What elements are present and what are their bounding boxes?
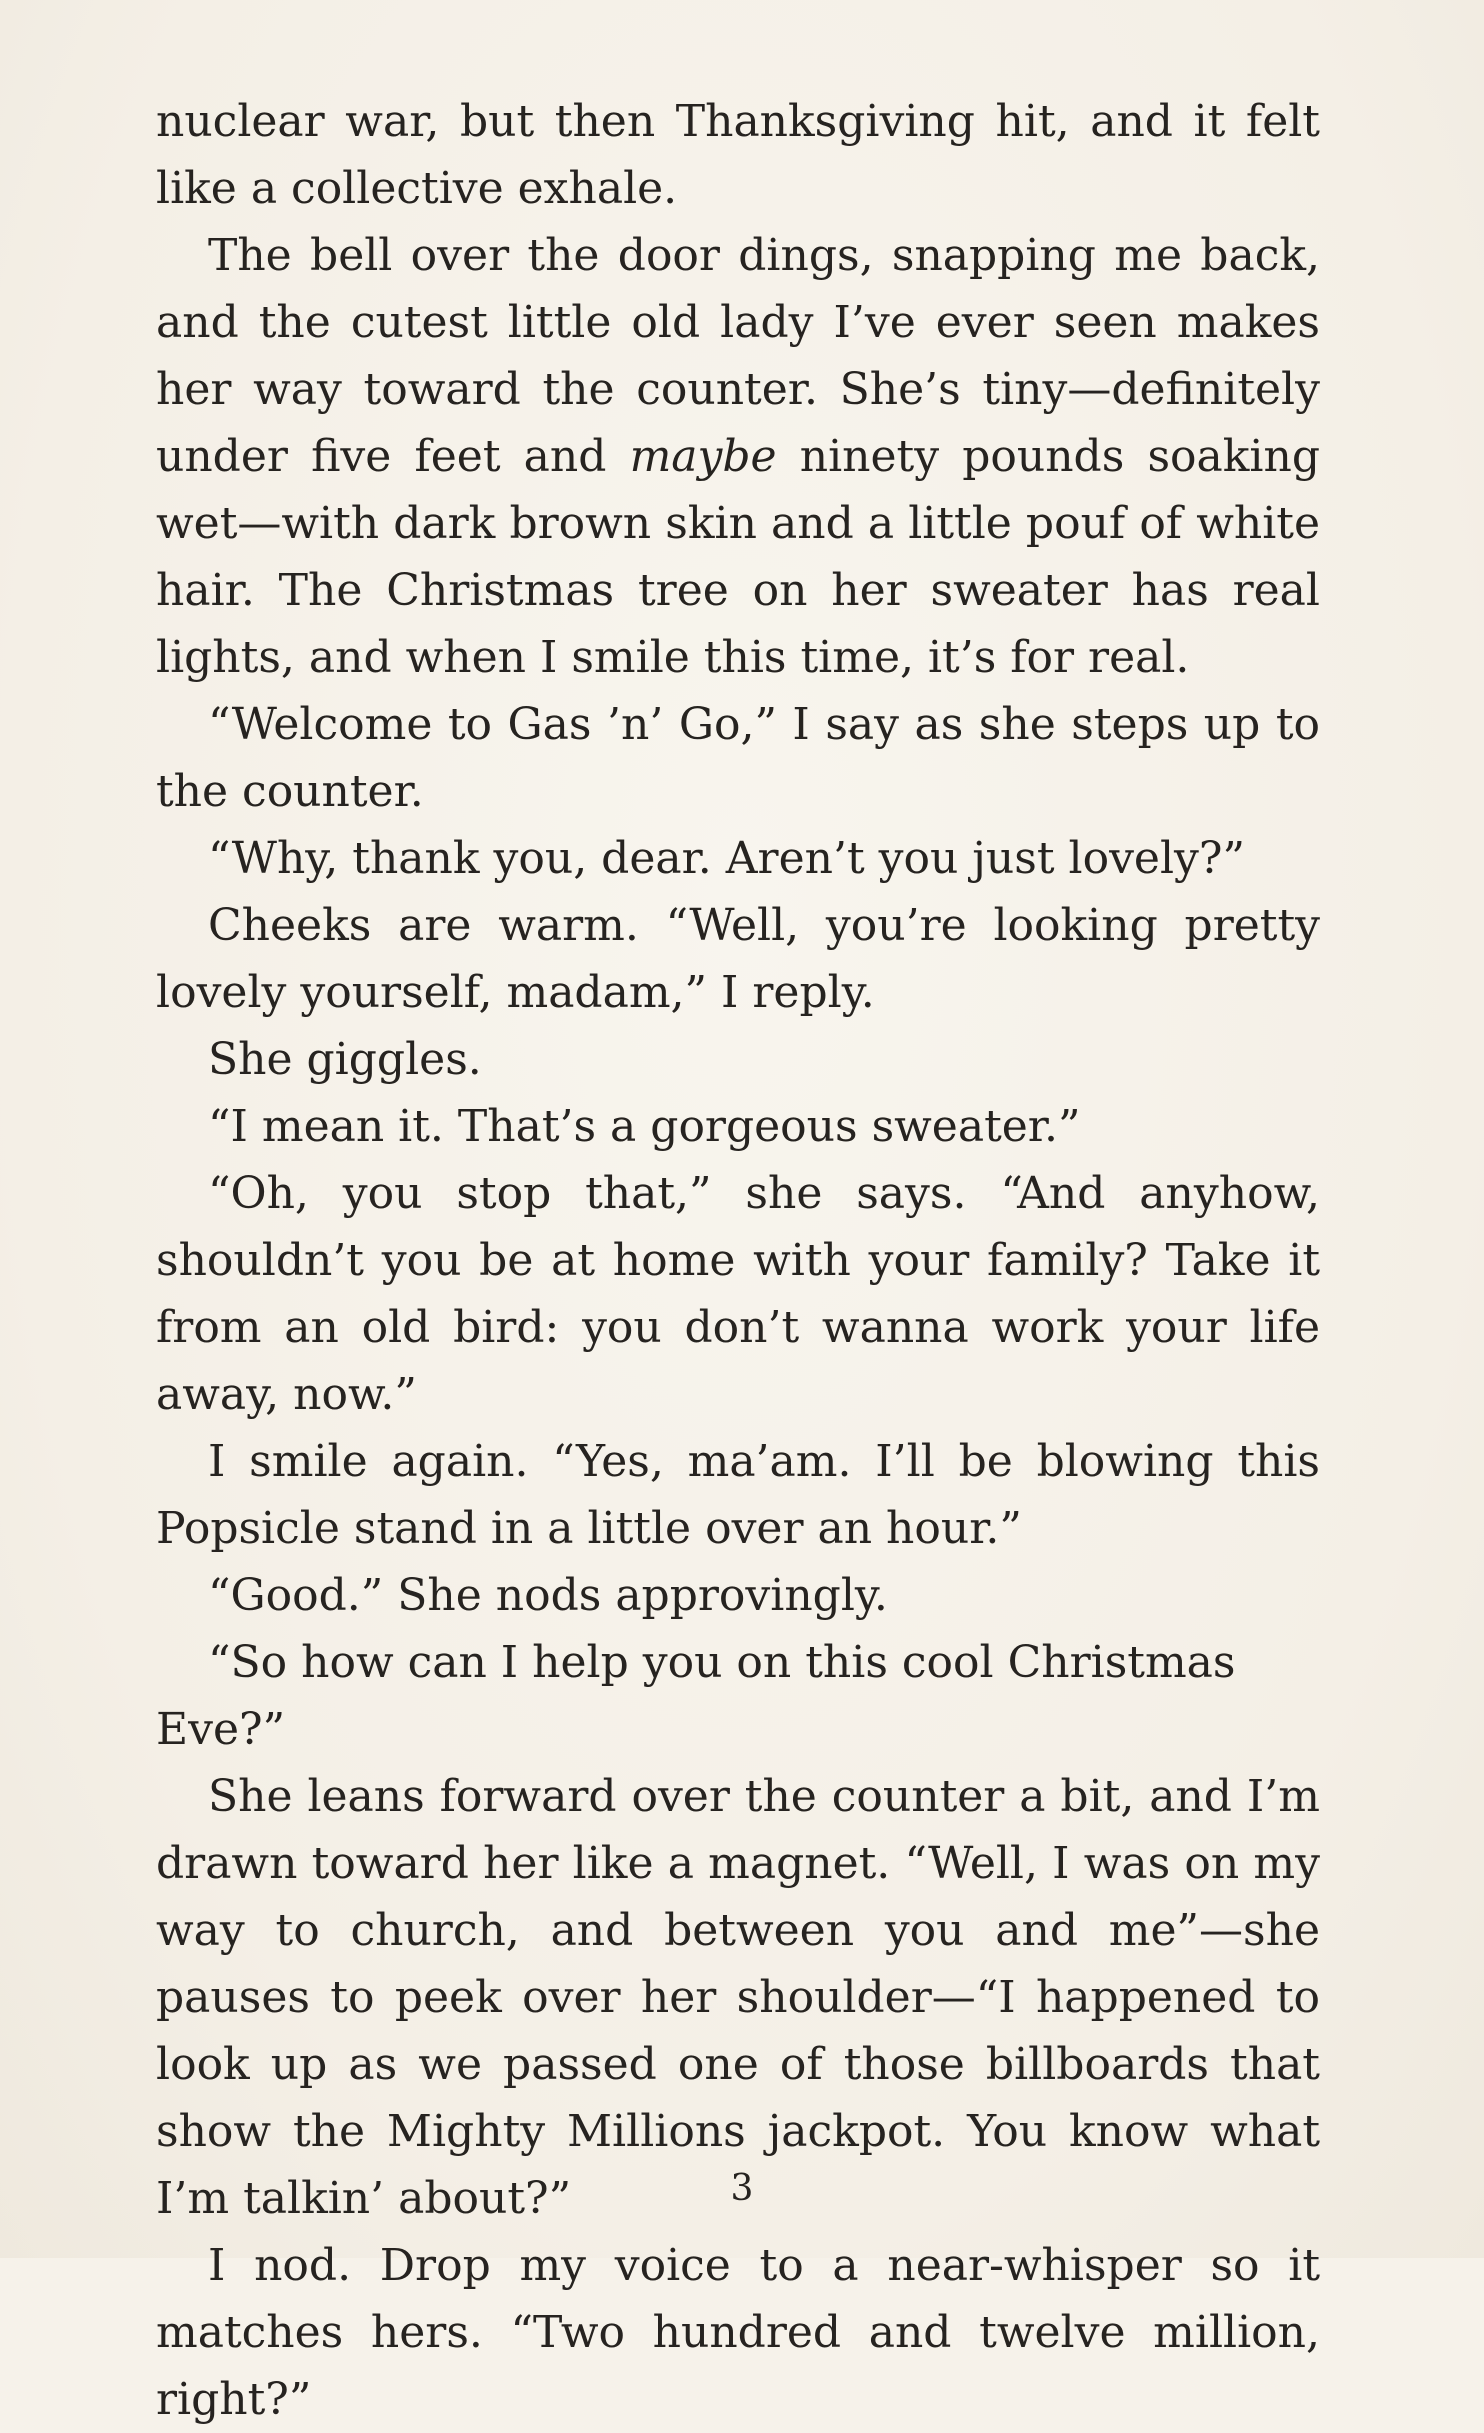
paragraph-continued: nuclear war, but then Thanksgiving hit, and it felt like a collective exhale.: [156, 96, 1320, 214]
emphasis-maybe: maybe: [629, 431, 777, 482]
paragraph: “Why, thank you, dear. Aren’t you just lovely?”: [208, 833, 1245, 884]
paragraph: I nod. Drop my voice to a near-whisper so it matches hers. “Two hundred and twelve million, right?”: [156, 2240, 1320, 2425]
paragraph: “Welcome to Gas ’n’ Go,” I say as she steps up to the counter.: [156, 699, 1320, 817]
paragraph: “Good.” She nods approvingly.: [208, 1570, 888, 1621]
paragraph: “Oh, you stop that,” she says. “And anyhow, shouldn’t you be at home with your family? Take it from an old bird: you don’t wanna work your life away, now.”: [156, 1168, 1320, 1420]
paragraph: Cheeks are warm. “Well, you’re looking pretty lovely yourself, madam,” I reply.: [156, 900, 1320, 1018]
paragraph: The bell over the door dings, snapping me back, and the cutest little old lady I’ve ever seen makes her way toward the counter. She’s tiny—definitely under five feet and maybe ninety pounds soaking wet—with dark brown skin and a little pouf of white hair. The Christmas tree on her sweater has real lights, and when I smile this time, it’s for real.: [156, 230, 1321, 683]
paragraph: She giggles.: [208, 1034, 482, 1085]
paragraph: I smile again. “Yes, ma’am. I’ll be blowing this Popsicle stand in a little over an hour.”: [156, 1436, 1320, 1554]
body-text: [156, 88, 1320, 2433]
paragraph: She leans forward over the counter a bit, and I’m drawn toward her like a magnet. “Well, I was on my way to church, and between you and me”—she pauses to peek over her shoulder—“I happened to look up as we passed one of those billboards that show the Mighty Millions jackpot. You know what I’m talkin’ about?”: [156, 1771, 1320, 2224]
paragraph: “I mean it. That’s a gorgeous sweater.”: [208, 1101, 1081, 1152]
page-number: 3: [730, 2168, 754, 2209]
paragraph: “So how can I help you on this cool Christmas Eve?”: [156, 1637, 1236, 1755]
